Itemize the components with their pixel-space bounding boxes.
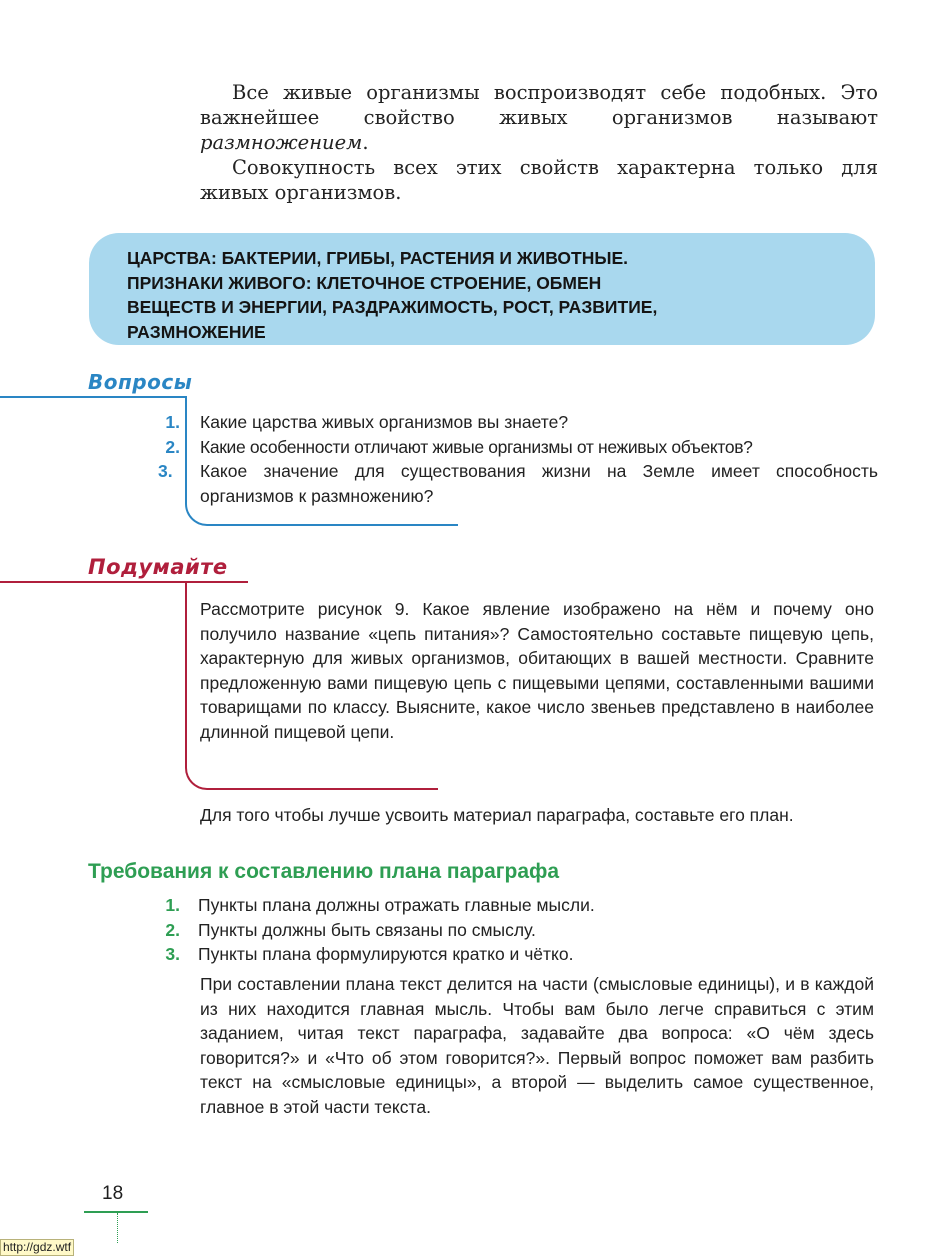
think-text: Рассмотрите рисунок 9. Какое явление изображено на нём и почему оно получило название «цепь питания»? Самостоятельно составьте пищевую цепь, характерную для живых организмов, обитающих в вашей местности. Сравните предложенную вами пищевую цепь с пищевыми цепями, составленными вашими товарищами по классу. Выясните, какое число звеньев представлено в наиболее длинной пищевой цепи. — [200, 599, 874, 742]
summary-line: РАЗМНОЖЕНИЕ — [127, 321, 266, 342]
question-number: 3. — [158, 461, 173, 481]
summary-line: ПРИЗНАКИ ЖИВОГО: КЛЕТОЧНОЕ СТРОЕНИЕ, ОБМЕН — [127, 272, 602, 293]
term-reproduction: размножением — [200, 131, 363, 154]
requirement-number: 3. — [165, 944, 180, 964]
page-dotted-line — [117, 1213, 118, 1243]
requirement-number: 2. — [165, 919, 180, 940]
summary-line: ЦАРСТВА: БАКТЕРИИ, ГРИБЫ, РАСТЕНИЯ И ЖИВОТНЫЕ. — [127, 248, 629, 268]
intro-paragraph-1 — [200, 80, 878, 155]
question-number: 2. — [165, 436, 180, 457]
requirement-item — [158, 893, 878, 918]
question-item — [158, 410, 878, 435]
requirements-list — [158, 893, 878, 967]
intro-p1-end: . — [362, 131, 369, 154]
question-text: Какие особенности отличают живые организмы от неживых объектов? — [200, 436, 753, 457]
requirement-item — [158, 918, 878, 943]
think-heading: Подумайте — [88, 555, 228, 579]
watermark-link[interactable]: http://gdz.wtf — [0, 1239, 74, 1256]
question-item — [158, 459, 878, 508]
summary-box — [89, 233, 875, 345]
intro-text — [200, 80, 878, 205]
question-item — [158, 435, 878, 460]
requirement-text: Пункты должны быть связаны по смыслу. — [198, 919, 536, 940]
summary-line: ВЕЩЕСТВ И ЭНЕРГИИ, РАЗДРАЖИМОСТЬ, РОСТ, РАЗВИТИЕ, — [127, 297, 658, 317]
question-text: Какое значение для существования жизни на Земле имеет способность организмов к размножению? — [200, 461, 878, 506]
requirement-number: 1. — [165, 895, 180, 915]
questions-rule — [0, 396, 187, 398]
requirement-text: Пункты плана должны отражать главные мысли. — [198, 895, 595, 915]
requirement-item — [158, 942, 878, 967]
requirements-heading: Требования к составлению плана параграфа — [88, 860, 560, 883]
plan-explanation: При составлении плана текст делится на части (смысловые единицы), и в каждой из них находится главная мысль. Чтобы вам было легче справиться с этим заданием, читая текст параграфа, задавайте два вопроса: «О чём здесь говорится?» и «Что об этом говорится?». Первый вопрос поможет вам разбить текст на «смысловые единицы», а второй — выделить самое существенное, главное в этой части текста. — [200, 974, 874, 1117]
requirement-text: Пункты плана формулируются кратко и чётко. — [198, 944, 574, 964]
intro-paragraph-2: Совокупность всех этих свойств характерна только для живых организмов. — [200, 156, 878, 204]
intro-p1-text: Все живые организмы воспроизводят себе подобных. Это важнейшее свойство живых организмов называют — [200, 81, 878, 129]
page-number-rule — [84, 1211, 148, 1213]
question-number: 1. — [165, 412, 180, 432]
questions-list — [158, 410, 878, 508]
questions-heading: Вопросы — [88, 370, 193, 394]
question-text: Какие царства живых организмов вы знаете? — [200, 412, 569, 432]
plan-instruction: Для того чтобы лучше усвоить материал параграфа, составьте его план. — [200, 805, 794, 825]
page-number: 18 — [102, 1183, 124, 1204]
